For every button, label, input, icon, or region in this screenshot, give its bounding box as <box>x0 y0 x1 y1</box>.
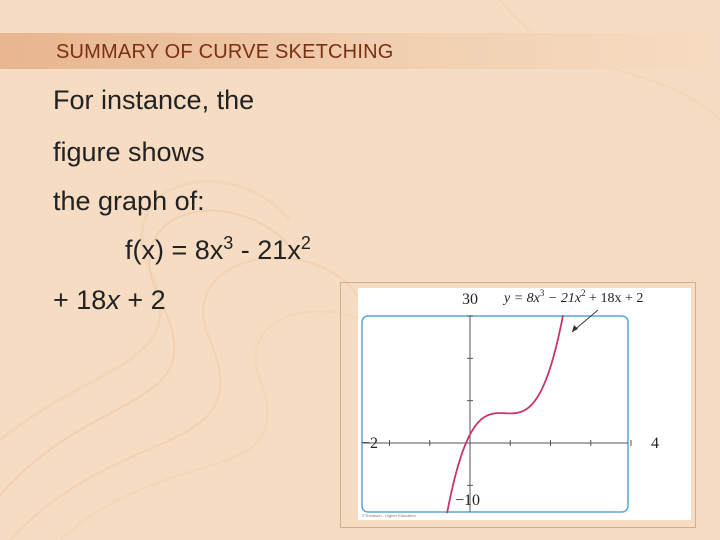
formula-part: + 18 <box>53 285 107 315</box>
slide-title: SUMMARY OF CURVE SKETCHING <box>56 41 394 63</box>
graph-svg <box>358 288 691 520</box>
equation-part: + 18x + 2 <box>585 291 644 306</box>
body-text-line: figure shows <box>53 137 205 167</box>
body-text-line: For instance, the <box>53 85 255 115</box>
axis-ticks <box>390 316 632 485</box>
formula-exponent: 2 <box>300 233 311 253</box>
formula-continuation <box>53 285 166 316</box>
x-min-label: −2 <box>361 435 379 452</box>
formula-part: f(x) = 8x <box>125 235 224 265</box>
equation-exponent: 3 <box>539 288 545 298</box>
function-curve <box>447 315 563 513</box>
function-formula <box>125 235 311 266</box>
body-text-line: the graph of: <box>53 186 205 216</box>
x-max-label: 4 <box>651 435 659 452</box>
y-min-label: −10 <box>455 492 481 509</box>
label-arrowhead <box>572 325 578 332</box>
formula-part: + 2 <box>119 285 166 315</box>
equation-part: y = 8x <box>504 291 540 306</box>
equation-exponent: 2 <box>581 288 586 298</box>
y-max-label: 30 <box>462 291 478 308</box>
formula-part: - 21x <box>233 235 301 265</box>
equation-label <box>502 288 643 306</box>
formula-variable: x <box>106 285 120 315</box>
formula-exponent: 3 <box>223 233 234 253</box>
graph-figure <box>358 288 691 520</box>
image-credit: ©Thomson - Higher Education <box>362 513 416 518</box>
equation-part: − 21x <box>544 291 582 306</box>
